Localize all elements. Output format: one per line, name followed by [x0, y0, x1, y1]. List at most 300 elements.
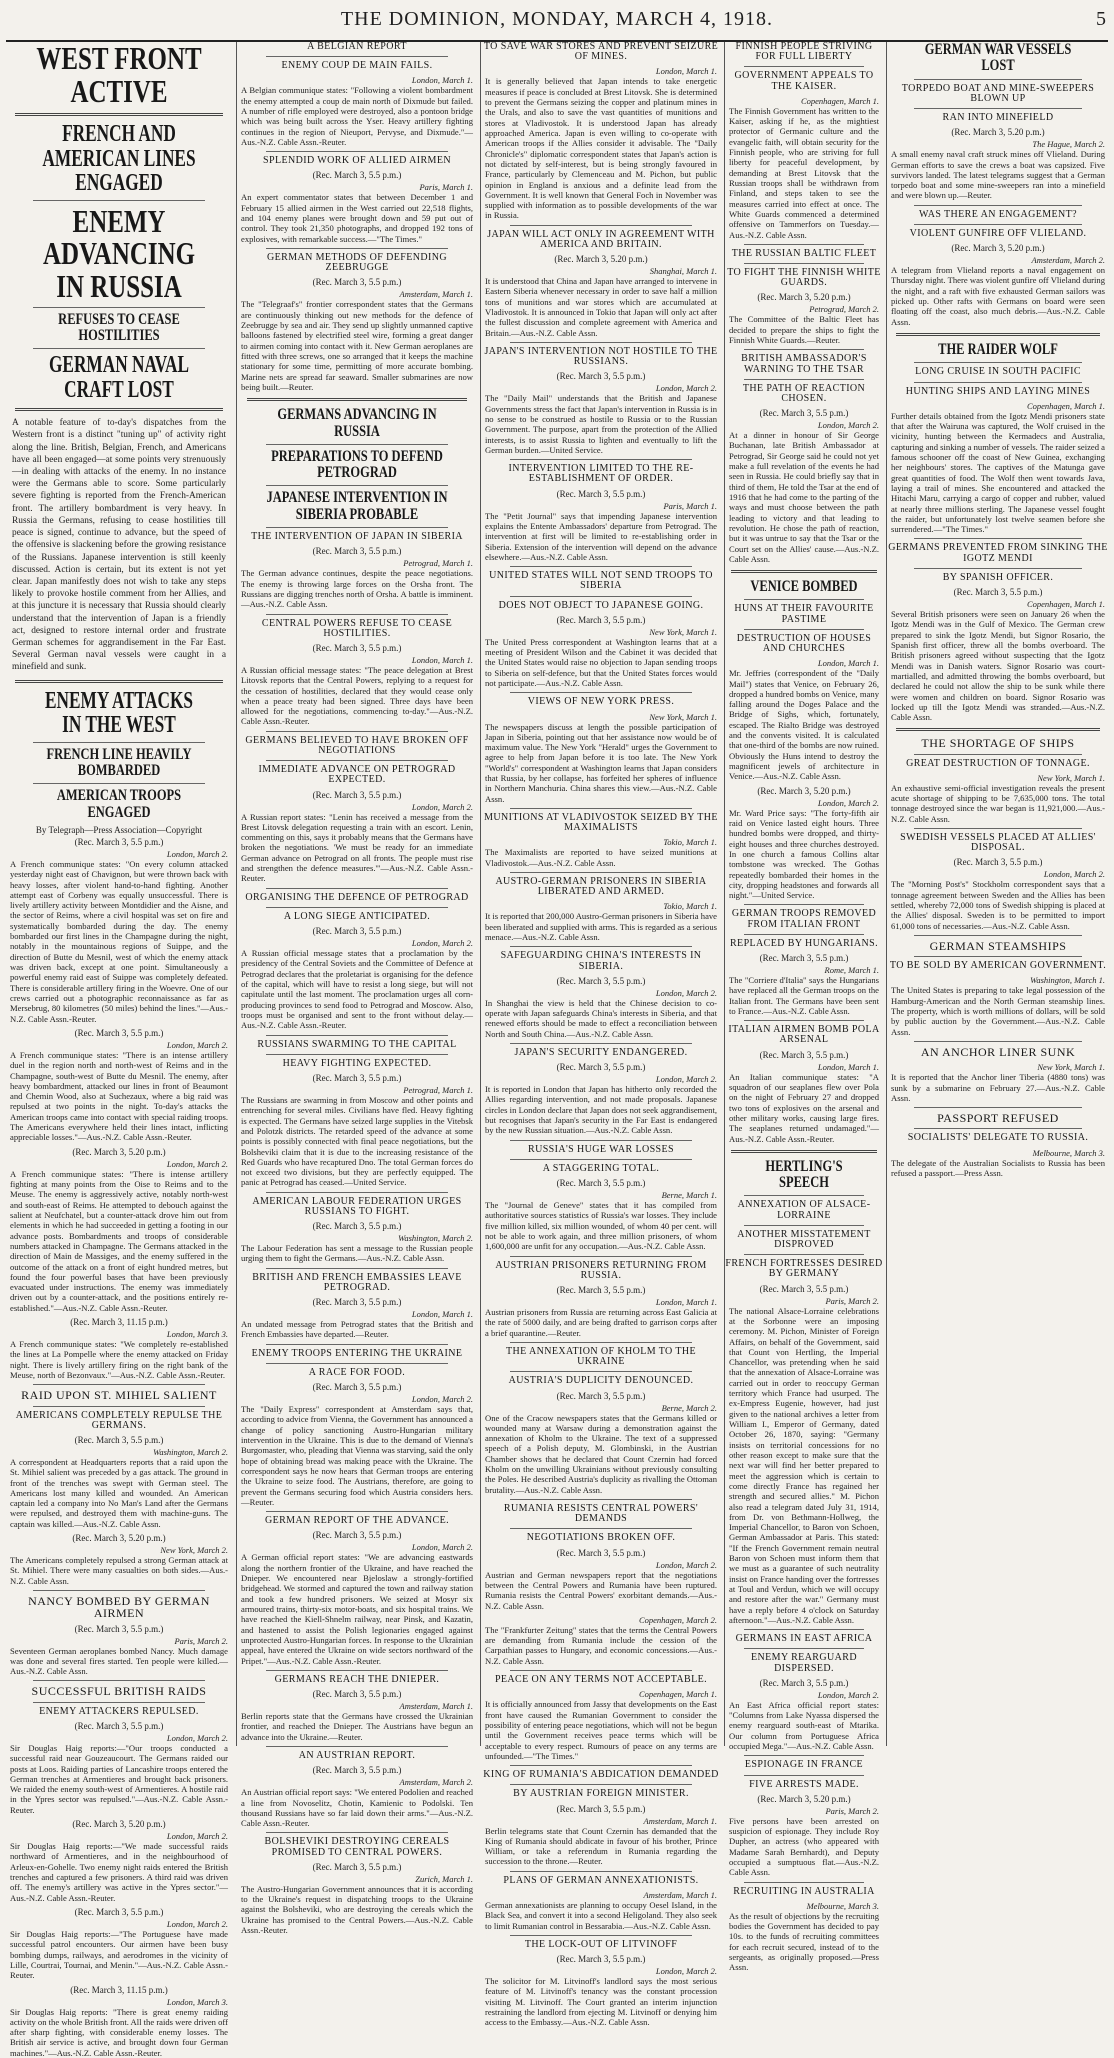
subheadline: ENEMY ATTACKERS REPULSED. — [6, 1707, 232, 1717]
received-time: (Rec. March 3, 5.5 p.m.) — [237, 546, 477, 556]
article-text: It is understood that China and Japan have arranged to intervene in Eastern Siberia whenever necessary in order to save half a million tons of munitions and war stores which are accumulated at Vladivostok. It is announced in Tokio that Japan will only act after the fullest discussion and complete agreement with America and Britain.—Aus.-N.Z. Cable Assn. — [485, 276, 717, 338]
dateline: London, March 2. — [6, 1040, 228, 1050]
subheadline: ANOTHER MISSTATEMENT DISPROVED — [725, 1230, 883, 1250]
article-text: The "Journal de Geneve" states that it has compiled from authoritative sources statistics of Russia's war losses. They include five million killed, six million wounded, of whom 40 per cent. will not be able to work again, and three million prisoners, of whom 1,600,000 are unfit for any occupation.—Aus.-N.Z. Cable Assn. — [485, 1200, 717, 1252]
subheadline: AUSTRIA'S DUPLICITY DENOUNCED. — [481, 1376, 721, 1386]
received-time: (Rec. March 3, 5.5 p.m.) — [481, 1285, 721, 1295]
dateline: London, March 3. — [6, 1997, 228, 2007]
article-text: An East Africa official report states: "Columns from Lake Nyassa dispersed the enemy rearguard south-east of Mtarika. Our column from Portuguese Africa occupied Mega."—Aus.-N.Z. Cable Assn. — [729, 1700, 879, 1752]
column-rule — [266, 485, 448, 486]
headline: JAPAN'S SECURITY ENDANGERED. — [481, 1048, 721, 1058]
subheadline: A RACE FOR FOOD. — [237, 1368, 477, 1378]
subheadline: SOCIALISTS' DELEGATE TO RUSSIA. — [887, 1133, 1109, 1143]
subheadline: GREAT DESTRUCTION OF TONNAGE. — [887, 759, 1109, 769]
received-time: (Rec. March 3, 5.5 p.m.) — [237, 170, 477, 180]
article-text: It is officially announced from Jassy that developments on the East front have caused the Rumanian Government to consider the possibility of entering peace negotiations, which will not be begun until the Government receives peace terms which will be acceptable to every respect. Rumours of peace on any terms are unfounded.—"The Times." — [485, 1699, 717, 1761]
dateline: London, March 2. — [481, 383, 717, 393]
article-text: The United States is preparing to take legal possession of the Hamburg-American and the North German steamship lines. The property, which is worth millions of dollars, will be sold by public auction by the Government.—Aus.-N.Z. Cable Assn. — [891, 985, 1105, 1037]
dateline: Copenhagen, March 1. — [481, 1689, 717, 1699]
subheadline: ANNEXATION OF ALSACE-LORRAINE — [725, 1200, 883, 1220]
dateline: London, March 2. — [481, 988, 717, 998]
headline: RUSSIA'S HUGE WAR LOSSES — [481, 1145, 721, 1155]
column-rule — [914, 956, 1083, 957]
article-text: The Austro-Hungarian Government announces that it is according to the Ukraine's request in dispatching troops to the Ukraine against the Bolsheviki, who are destroying the cereals which the Ukraine has promised to the Central Powers.—Aus.-N.Z. Cable Assn.-Reuter. — [241, 1884, 473, 1936]
subheadline: DOES NOT OBJECT TO JAPANESE GOING. — [481, 601, 721, 611]
dateline: Paris, March 1. — [237, 182, 473, 192]
column-rule — [510, 1342, 692, 1343]
column-rule — [510, 342, 692, 343]
column-rule — [266, 1054, 448, 1055]
received-time: (Rec. March 3, 5.5 p.m.) — [6, 1435, 232, 1445]
received-time: (Rec. March 3, 5.5 p.m.) — [725, 1678, 883, 1688]
column-rule — [15, 113, 223, 116]
headline: RAID UPON ST. MIHIEL SALIENT — [6, 1389, 232, 1401]
column-rule — [744, 904, 864, 905]
headline: PLANS OF GERMAN ANNEXATIONISTS. — [481, 1876, 721, 1886]
column-rule — [266, 248, 448, 249]
headline: ENEMY ADVANCING IN RUSSIA — [31, 205, 207, 303]
column-rule — [510, 692, 692, 693]
received-time: (Rec. March 3, 5.5 p.m.) — [237, 643, 477, 653]
received-time: (Rec. March 3, 5.5 p.m.) — [237, 1689, 477, 1699]
article-text: The delegate of the Australian Socialists to Russia has been refused a passport.—Press Assn. — [891, 1158, 1105, 1179]
received-time: (Rec. March 3, 5.5 p.m.) — [237, 1765, 477, 1775]
dateline: Tokio, March 1. — [481, 901, 717, 911]
article-text: A French communique states: "There is an intense artillery duel in the region north and north-west of Reims and in the Champagne, south-west of Butte du Mesnil. The enemy, after heavy bombardment, attacked our lines in front of Beaumont and Chemin Wood, also at Suchezaux, where a big raid was repulsed at two points in the night. To-day's attacks the American troops came into contact with special raiding troops. The Americans everywhere held their lines intact, inflicting appreciable losses."—Aus.-N.Z. Cable Assn.-Reuter. — [10, 1050, 228, 1143]
dateline: Copenhagen, March 2. — [481, 1615, 717, 1625]
article-text: An expert commentator states that between December 1 and February 15 allied airmen in the West carried out 22,518 flights, and 104 enemy planes were brought down and 59 put out of control. They took 21,350 photographs, and dropped 192 tons of explosives, with remarkable success.—"The Times." — [241, 192, 473, 244]
received-time: (Rec. March 3, 5.5 p.m.) — [237, 1073, 477, 1083]
credit-line: By Telegraph—Press Association—Copyright — [6, 825, 232, 835]
subheadline: A LONG SIEGE ANTICIPATED. — [237, 912, 477, 922]
dateline: New York, March 1. — [887, 773, 1105, 783]
column-rule — [33, 1590, 205, 1591]
column-5 — [886, 42, 1109, 1746]
dateline: Copenhagen, March 1. — [725, 96, 879, 106]
column-rule — [914, 362, 1083, 363]
article-text: A French communique states: "There is intense artillery fighting at many points from the Oise to Reims and to the Meuse. The enemy is aggressively active, notably north-west and south-east of Reims. He attempted to debouch against the salient at Neufchatel, but a counter-attack drove him out from elements in which he had succeeded in getting a footing in our advance posts. Bombardments and troops of considerable numbers attacked in Champagne. The Germans attacked in the direction of Main de Massiges, and the enemy suffered in the outcome of the attack on a front of eight hundred metres, but found the four powerful bases that have been previously evacuated under instructions. The enemy was immediately driven out by a counter-attack, and the positions entirely re-established."—Aus.-N.Z. Cable Assn.-Reuter. — [10, 1169, 228, 1313]
headline: GERMAN NAVAL CRAFT LOST — [38, 353, 201, 402]
headline: THE LOCK-OUT OF LITVINOFF — [481, 1940, 721, 1950]
dateline: London, March 1. — [237, 75, 473, 85]
headline: GERMANS BELIEVED TO HAVE BROKEN OFF NEGOTIATIONS — [237, 736, 477, 756]
dateline: London, March 2. — [6, 1159, 228, 1169]
subheadline: ENEMY REARGUARD DISPERSED. — [725, 1653, 883, 1673]
column-rule — [744, 1882, 864, 1883]
headline: CENTRAL POWERS REFUSE TO CEASE HOSTILITIES. — [237, 619, 477, 639]
dateline: The Hague, March 2. — [887, 139, 1105, 149]
headline: SUCCESSFUL BRITISH RAIDS — [6, 1685, 232, 1697]
column-rule — [744, 1254, 864, 1255]
column-rule — [510, 1499, 692, 1500]
column-rule — [896, 333, 1100, 336]
subheadline: AMERICANS COMPLETELY REPULSE THE GERMANS. — [6, 1411, 232, 1431]
dateline: Washington, March 1. — [887, 975, 1105, 985]
column-rule — [266, 1344, 448, 1345]
received-time: (Rec. March 3, 5.20 p.m.) — [887, 243, 1109, 253]
dateline: London, March 2. — [481, 1560, 717, 1570]
received-time: (Rec. March 3, 5.5 p.m.) — [237, 277, 477, 287]
dateline: Amsterdam, March 1. — [237, 289, 473, 299]
column-rule — [744, 1775, 864, 1776]
headline: GERMAN STEAMSHIPS — [887, 940, 1109, 952]
subheadline: THE PATH OF REACTION CHOSEN. — [725, 384, 883, 404]
article-text: Mr. Ward Price says: "The forty-fifth air raid on Venice lasted eight hours. Three hundred bombs were dropped, and thirty-eight houses and three churches destroyed. In one church a famous Collins altar tombstone was wrecked. The Gothas repeatedly bombarded their homes in the city, dropping headstones and forwards all night."—United Service. — [729, 808, 879, 901]
column-4 — [724, 42, 883, 1746]
column-rule — [744, 1648, 864, 1649]
subheadline: FRENCH FORTRESSES DESIRED BY GERMANY — [725, 1259, 883, 1279]
column-rule — [744, 1629, 864, 1630]
column-rule — [914, 382, 1083, 383]
dateline: London, March 2. — [237, 938, 473, 948]
subheadline: AMERICAN TROOPS ENGAGED — [31, 788, 207, 821]
dateline: London, March 1. — [481, 66, 717, 76]
received-time: (Rec. March 3, 5.5 p.m.) — [481, 1954, 721, 1964]
headline: GERMANS REACH THE DNIEPER. — [237, 1675, 477, 1685]
dateline: London, March 2. — [725, 798, 879, 808]
dateline: London, March 1. — [725, 1062, 879, 1072]
column-rule — [744, 1225, 864, 1226]
column-rule — [510, 946, 692, 947]
dateline: Berne, March 1. — [481, 1190, 717, 1200]
column-rule — [266, 527, 448, 528]
subheadline: THE INTERVENTION OF JAPAN IN SIBERIA — [237, 532, 477, 542]
headline: ORGANISING THE DEFENCE OF PETROGRAD — [237, 893, 477, 903]
subheadline: VIOLENT GUNFIRE OFF VLIELAND. — [887, 229, 1109, 239]
article-text: The "Morning Post's" Stockholm correspondent says that a tonnage agreement between Sweden and the Allies has been settled, whereby 72,000 tons of Swedish shipping is placed at the Allies' disposal. Sweden is to be permitted to import 61,000 tons of necessaries.—Aus.-N.Z. Cable Assn. — [891, 879, 1105, 931]
headline: RUMANIA RESISTS CENTRAL POWERS' DEMANDS — [481, 1504, 721, 1524]
headline: THE RAIDER WOLF — [911, 342, 1084, 358]
column-rule — [914, 224, 1083, 225]
received-time: (Rec. March 3, 11.15 p.m.) — [6, 1985, 232, 1995]
subheadline: FRENCH LINE HEAVILY BOMBARDED — [31, 747, 207, 780]
received-time: (Rec. March 3, 5.5 p.m.) — [887, 857, 1109, 867]
column-rule — [510, 1784, 692, 1785]
column-rule — [33, 1680, 205, 1681]
column-rule — [896, 728, 1100, 731]
column-rule — [744, 1195, 864, 1196]
column-rule — [266, 1832, 448, 1833]
article-text: Berlin telegrams state that Count Czernin has demanded that the King of Rumania should abdicate in favour of his brother, Prince William, or take a referendum in Rumania regarding the succession to the throne.—Reuter. — [485, 1826, 717, 1867]
column-rule — [510, 225, 692, 226]
headline: INTERVENTION LIMITED TO THE RE-ESTABLISHMENT OF ORDER. — [481, 464, 721, 484]
dateline: Petrograd, March 2. — [725, 304, 879, 314]
headline: ITALIAN AIRMEN BOMB POLA ARSENAL — [725, 1025, 883, 1045]
column-rule — [510, 1043, 692, 1044]
headline: A BELGIAN REPORT — [237, 42, 477, 52]
column-rule — [744, 599, 864, 600]
column-rule — [744, 379, 864, 380]
headline: VENICE BOMBED — [742, 579, 865, 595]
headline: WEST FRONT ACTIVE — [31, 42, 207, 107]
received-time: (Rec. March 3, 5.5 p.m.) — [237, 1862, 477, 1872]
column-rule — [914, 1107, 1083, 1108]
dateline: Washington, March 2. — [237, 1233, 473, 1243]
received-time: (Rec. March 3, 11.15 p.m.) — [6, 1317, 232, 1327]
received-time: (Rec. March 3, 5.5 p.m.) — [237, 1382, 477, 1392]
article-text: Austrian prisoners from Russia are returning across East Galicia at the rate of 5000 daily, and are being drafted to garrison corps after a brief quarantine.—Reuter. — [485, 1307, 717, 1338]
article-text: Mr. Jeffries (correspondent of the "Daily Mail") states that Venice, on February 26, dropped a hundred bombs on Venice, many falling around the Doges Palace and the Bridge of Sighs, which, fortunately, escaped. The Rialto Bridge was destroyed and the convents visited. It is calculated that one-third of the bombs are now ruined. Obviously the Huns intend to destroy the magnificent jewels of architecture in Venice.—Aus.-N.Z. Cable Assn. — [729, 668, 879, 781]
dateline: London, March 2. — [6, 1831, 228, 1841]
headline: THE ANNEXATION OF KHOLM TO THE UKRAINE — [481, 1347, 721, 1367]
subheadline: BY SPANISH OFFICER. — [887, 573, 1109, 583]
lead-paragraph: A notable feature of to-day's dispatches from the Western front is a distinct "tuning up" of activity right along the line. British, Belgian, French, and Americans have all been engaged—at some points very strenuously—in dealing with attacks of the enemy. In no instance were the Germans able to score. Some particularly severe fighting is reported from the French-American front. The artillery bombardment is very heavy. In Russia the Germans, refusing to cease hostilities till peace is signed, continue to advance, but the speed of the offensive is slackening before the growing resistance of the Russians. Japanese intervention is still keenly discussed. Action is certain, but its extent is not yet clear. Japan manifestly does not wish to take any steps likely to provoke hostile comment from her Allies, and at this juncture it is necessary that Russia should clearly understand that the intervention of Japan is a friendly act, designed to restore internal order and frustrate German schemes for aggrandisement in the Far East. Several German naval vessels were caught in a minefield and sunk. — [12, 417, 226, 674]
article-text: It is reported that 200,000 Austro-German prisoners in Siberia have been liberated and supplied with arms. This is regarded as a serious menace.—Aus.-N.Z. Cable Assn. — [485, 911, 717, 942]
headline: GERMAN TROOPS REMOVED FROM ITALIAN FRONT — [725, 909, 883, 929]
article-text: At a dinner in honour of Sir George Buchanan, late British Ambassador at Petrograd, Sir George said he could not yet make a full revelation of the events he had seen in Russia. He could briefly say that in third of them, He told the Tsar at the end of 1916 that he had come to the parting of the ways and must choose between the path leading to victory and that leading to revolution. He chose the path of reaction, but it was untrue to say that the Tsar or the Court set on the Allies' cause.—Aus.-N.Z. Cable Assn. — [729, 430, 879, 564]
headline: PEACE ON ANY TERMS NOT ACCEPTABLE. — [481, 1675, 721, 1685]
article-text: Five persons have been arrested on suspicion of espionage. They include Roy Dupher, an actress (who appeared with Madame Sarah Bernhardt), and Deputy occupied a sumptuous flat.—Aus.-N.Z. Cable Assn. — [729, 1816, 879, 1878]
headline: AN ANCHOR LINER SUNK — [887, 1046, 1109, 1058]
masthead — [0, 8, 1114, 34]
subheadline: HEAVY FIGHTING EXPECTED. — [237, 1059, 477, 1069]
dateline: London, March 3. — [6, 1329, 228, 1339]
column-rule — [744, 66, 864, 67]
dateline: London, March 2. — [6, 1733, 228, 1743]
column-rule — [510, 808, 692, 809]
headline: AUSTRIAN PRISONERS RETURNING FROM RUSSIA. — [481, 1261, 721, 1281]
received-time: (Rec. March 3, 5.20 p.m.) — [725, 292, 883, 302]
article-text: The national Alsace-Lorraine celebrations at the Sorbonne were an imposing ceremony. M. Pichon, Minister of Foreign Affairs, on behalf of the Government, said that Count von Hertling, the Imperial Chancellor, was pretending when he said that the annexation of Alsace-Lorraine was carried out in order to reoccupy German territory which France had usurped. The ex-Empress Eugenie, however, had just given to the national archives a letter from William I., Emperor of Germany, dated October 26, 1870, saying: "Germany insists on territorial concessions for no other reason except to make sure that the next war will find her better prepared to meet the aggression which is certain to come directly France has regained her strength and secured allies." M. Pichon also read a telegram dated July 31, 1914, from Dr. von Bethmann-Hollweg, the Imperial Chancellor, to Baron von Schoen, German Ambassador at Paris. This stated: "If the French Government remain neutral Baron von Schoen must inform them that we must as a guarantee of such neutrality insist on France handing over the fortresses at Toul and Verdun, which we will occupy and restore after the war." Germany must have a reply before 4 o'clock on Saturday afternoon."—Aus.-N.Z. Cable Assn. — [729, 1306, 879, 1626]
article-text: The Labour Federation has sent a message to the Russian people urging them to fight the Germans.—Aus.-N.Z. Cable Assn. — [241, 1243, 473, 1264]
dateline: Washington, March 2. — [6, 1447, 228, 1457]
subheadline: LONG CRUISE IN SOUTH PACIFIC — [887, 367, 1109, 377]
received-time: (Rec. March 3, 5.5 p.m.) — [6, 1624, 232, 1634]
received-time: (Rec. March 3, 5.5 p.m.) — [481, 976, 721, 986]
article-text: The Committee of the Baltic Fleet has decided to prepare the ships to fight the Finnish White Guards.—Reuter. — [729, 314, 879, 345]
dateline: London, March 2. — [6, 1919, 228, 1929]
dateline: Amsterdam, March 1. — [481, 1890, 717, 1900]
subheadline: REPLACED BY HUNGARIANS. — [725, 939, 883, 949]
article-text: The "Corriere d'Italia" says the Hungarians have replaced all the German troops on the Italian front. The Germans have been sent to France.—Aus.-N.Z. Cable Assn. — [729, 975, 879, 1016]
received-time: (Rec. March 3, 5.5 p.m.) — [6, 1721, 232, 1731]
headline: AN AUSTRIAN REPORT. — [237, 1751, 477, 1761]
column-rule — [266, 151, 448, 152]
article-text: It is reported that the Anchor liner Tiberia (4880 tons) was sunk by a submarine on February 27.—Aus.-N.Z. Cable Assn. — [891, 1072, 1105, 1103]
headline: ENEMY TROOPS ENTERING THE UKRAINE — [237, 1349, 477, 1359]
column-rule — [266, 1511, 448, 1512]
dateline: Petrograd, March 1. — [237, 558, 473, 568]
column-rule — [744, 934, 864, 935]
column-rule — [33, 1384, 205, 1385]
column-rule — [33, 1702, 205, 1703]
subheadline: JAPANESE INTERVENTION IN SIBERIA PROBABLE — [263, 490, 450, 523]
dateline: Paris, March 2. — [725, 1806, 879, 1816]
column-rule — [266, 444, 448, 445]
headline: GERMAN REPORT OF THE ADVANCE. — [237, 1516, 477, 1526]
article-text: Sir Douglas Haig reports:—"The Portuguese have made successful patrol encounters. Our airmen have been busy bombing dumps, railways, and aerodromes in the vicinity of Lille, Courtrai, Tournai, and Menin."—Aus.-N.Z. Cable Assn.-Reuter. — [10, 1929, 228, 1981]
subheadline: TO BE SOLD BY AMERICAN GOVERNMENT. — [887, 961, 1109, 971]
article-text: A French communique states: "We completely re-established the lines at La Pompelle where the enemy attacked on Friday night. There is lively artillery firing on the right bank of the Meuse, north of Bezonvaux."—Aus.-N.Z. Cable Assn.-Reuter. — [10, 1339, 228, 1380]
subheadline: NEGOTIATIONS BROKEN OFF. — [481, 1533, 721, 1543]
article-text: An Italian communique states: "A squadron of our seaplanes flew over Pola on the night of February 27 and dropped two tons of explosives on the arsenal and other military works, causing large fires. The seaplanes returned undamaged."—Aus.-N.Z. Cable Assn.-Reuter. — [729, 1072, 879, 1144]
article-text: The "Telegraaf's" frontier correspondent states that the Germans are continuously thinking out new methods for the defence of Zeebrugge by sea and air. They send up slightly unmanned captive balloons fastened by electrified steel wire, forming a great danger to airmen coming into contact with it. New German aeroplanes are fitted with three screws, one so arranged that it keeps the machine stationary for some time, permitting of more accurate bombing. Marine nets are spread far seaward. Smaller submarines are now being built.—Reuter. — [241, 299, 473, 392]
received-time: (Rec. March 3, 5.20 p.m.) — [725, 1794, 883, 1804]
article-text: German annexationists are planning to occupy Oesel Island, in the Black Sea, and convert it into a second Heligoland. They also seek to limit Rumanian control in Bessarabia.—Aus.-N.Z. Cable Assn. — [485, 1900, 717, 1931]
received-time: (Rec. March 3, 5.5 p.m.) — [237, 790, 477, 800]
column-rule — [744, 629, 864, 630]
dateline: New York, March 1. — [481, 712, 717, 722]
received-time: (Rec. March 3, 5.5 p.m.) — [725, 1050, 883, 1060]
article-text: Sir Douglas Haig reports:—"We made successful raids northward of Armentieres, and in the neighbourhood of Arleux-en-Gohelle. Two enemy night raids entered the British trenches and captured a few prisoners. A third raid was driven off. The enemy's artillery was active in the Ypres sector."—Aus.-N.Z. Cable Assn.-Reuter. — [10, 1841, 228, 1903]
column-rule — [510, 1528, 692, 1529]
column-rule — [266, 888, 448, 889]
article-text: A small enemy naval craft struck mines off Vlieland. During German efforts to save the crews a boat was capsized. Five survivors landed. The latest telegrams suggest that a German torpedo boat and some mine-sweepers ran into a minefield and were blown up.—Reuter. — [891, 149, 1105, 201]
article-text: Several British prisoners were seen on January 26 when the Igotz Mendi was in the Gulf of Mexico. The German crew prepared to sink the Igotz Mendi, but Signor Rosario, the Spanish first officer, threw all the bombs overboard. The British prisoners agreed without suspecting that the Igotz Mendi was in Danish waters. Signor Rosario was court-martialled, and admitted throwing the bombs overboard, but declared he could not allow the ship to be sunk while there were women and children on board. Signor Rosario was locked up till the Igotz Mendi was stranded.—Aus.-N.Z. Cable Assn. — [891, 609, 1105, 722]
subheadline: PREPARATIONS TO DEFEND PETROGRAD — [263, 449, 450, 482]
dateline: Paris, March 2. — [725, 1296, 879, 1306]
received-time: (Rec. March 3, 5.5 p.m.) — [481, 1062, 721, 1072]
received-time: (Rec. March 3, 5.20 p.m.) — [725, 786, 883, 796]
article-text: The "Daily Mail" understands that the British and Japanese Governments stress the fact that Japan's intervention in Russia is in no sense to be construed as hostile to Russia or to the Russian Government. The purpose, apart from the protection of the Allied interests, is to assist Russia to lighten and eventually to lift the German burden.—United Service. — [485, 393, 717, 455]
dateline: New York, March 1. — [887, 1062, 1105, 1072]
headline: HERTLING'S SPEECH — [742, 1159, 865, 1192]
article-text: As the result of objections by the recruiting bodies the Government has decided to pay 10s. to the funds of recruiting committees for each recruit secured, instead of to the sergeants, as originally proposed.—Press Assn. — [729, 1911, 879, 1973]
headline: ENEMY ATTACKS IN THE WEST — [38, 689, 201, 738]
column-rule — [914, 568, 1083, 569]
column-rule — [744, 349, 864, 350]
article-text: A Russian official message states: "The peace delegation at Brest Litovsk reports that the Central Powers, replying to a request for the cessation of hostilities, declared that they would cease only when a peace treaty had been signed. Three days have been allowed for the negotiations, commencing to-day."—Aus.-N.Z. Cable Assn.-Reuter. — [241, 665, 473, 727]
article-text: The United Press correspondent at Washington learns that at a meeting of President Wilson and the Cabinet it was decided that the United States would raise no objection to Japan sending troops to Siberia on self-defence, but that the United States forces would not participate.—Aus.-N.Z. Cable Assn. — [485, 637, 717, 689]
received-time: (Rec. March 3, 5.5 p.m.) — [725, 408, 883, 418]
column-rule — [731, 570, 876, 573]
headline: SPLENDID WORK OF ALLIED AIRMEN — [237, 156, 477, 166]
article-text: An exhaustive semi-official investigation reveals the present acute shortage of shipping to be 7,635,000 tons. The total tonnage destroyed since the war began is 11,921,000.—Aus.-N.Z. Cable Assn. — [891, 783, 1105, 824]
column-2 — [236, 42, 477, 1746]
column-rule — [744, 1020, 864, 1021]
column-rule — [266, 907, 448, 908]
article-text: An undated message from Petrograd states that the British and French Embassies have departed.—Reuter. — [241, 1319, 473, 1340]
subheadline: HUNTING SHIPS AND LAYING MINES — [887, 387, 1109, 397]
headline: AMERICAN LABOUR FEDERATION URGES RUSSIANS TO FIGHT. — [237, 1197, 477, 1217]
received-time: (Rec. March 3, 5.5 p.m.) — [481, 1548, 721, 1558]
article-text: The Maximalists are reported to have seized munitions at Vladivostok.—Aus.-N.Z. Cable Assn. — [485, 847, 717, 868]
column-rule — [914, 1041, 1083, 1042]
dateline: London, March 2. — [481, 1074, 717, 1084]
received-time: (Rec. March 3, 5.5 p.m.) — [725, 953, 883, 963]
dateline: Paris, March 2. — [6, 1636, 228, 1646]
article-text: It is reported in London that Japan has hitherto only recorded the Allies regarding intervention, and not made proposals. Japanese circles in London declare that Japan does not seek aggrandisement, but recognises that Japan's security in the Far East is endangered by the new Russian situation.—Aus.-N.Z. Cable Assn. — [485, 1084, 717, 1136]
column-rule — [33, 348, 205, 349]
received-time: (Rec. March 3, 5.5 p.m.) — [481, 489, 721, 499]
dateline: Tokio, March 1. — [481, 837, 717, 847]
column-rule — [914, 754, 1083, 755]
subheadline: A STAGGERING TOTAL. — [481, 1164, 721, 1174]
dateline: London, March 2. — [725, 1690, 879, 1700]
article-text: It is generally believed that Japan intends to take energetic measures if peace is concluded at Brest Litovsk. She is determined to prevent the Germans seizing the copper and platinum mines in the Urals, and also to save the vast quantities of munitions and stores at Vladivostok. It is understood Japan has already approached America. Japan is even willing to co-operate with American troops if the Allies consider it advisable. The "Daily Chronicle's" diplomatic correspondent states that Japan's action is not dictated by self-interest, but is being strongly favoured in France, particularly by Clemenceau and M. Pichon, but public opinion in England is anxious and a definite lead from the Government. It is well known that General Foch in November was supplied with information as to possible developments of the war in Russia. — [485, 76, 717, 220]
received-time: (Rec. March 3, 5.20 p.m.) — [481, 254, 721, 264]
article-text: Austrian and German newspapers report that the negotiations between the Central Powers and Rumania have been ruptured. Rumania resists the Central Powers' exorbitant demands.—Aus.-N.Z. Cable Assn. — [485, 1570, 717, 1611]
received-time: (Rec. March 3, 5.5 p.m.) — [6, 1907, 232, 1917]
article-text: Sir Douglas Haig reports: "There is great enemy raiding activity on the whole British front. All the raids were driven off after sharp fighting, with considerable enemy losses. The British air service is active, and brought down four German machines."—Aus.-N.Z. Cable Assn.-Reuter. — [10, 2007, 228, 2058]
headline: RUSSIANS SWARMING TO THE CAPITAL — [237, 1040, 477, 1050]
dateline: New York, March 2. — [6, 1545, 228, 1555]
column-rule — [510, 596, 692, 597]
dateline: London, March 2. — [237, 1542, 473, 1552]
dateline: London, March 2. — [237, 802, 473, 812]
dateline: London, March 1. — [481, 1297, 717, 1307]
dateline: Melbourne, March 3. — [725, 1901, 879, 1911]
headline: GERMANS PREVENTED FROM SINKING THE IGOTZ MENDI — [887, 543, 1109, 563]
article-text: The "Petit Journal" says that impending Japanese intervention explains the Entente Ambassadors' departure from Petrograd. The intervention at first will be limited to re-establishing order in Siberia. Extension of the intervention will depend on the advance elsewhere.—Aus.-N.Z. Cable Assn. — [485, 511, 717, 563]
headline: GERMAN METHODS OF DEFENDING ZEEBRUGGE — [237, 253, 477, 273]
column-rule — [510, 1159, 692, 1160]
article-text: The newspapers discuss at length the possible participation of Japan in Siberia, pointing out that her assistance now would be of maximum value. The New York "Herald" urges the Government to agree to help from Japan before it is too late. The New York "World's" correspondent at Washington learns that Japan considers that Russia, by her collapse, has forfeited her spheres of influence in Northern Manchuria. China shares this view.—Aus.-N.Z. Cable Assn. — [485, 722, 717, 805]
subheadline: DESTRUCTION OF HOUSES AND CHURCHES — [725, 634, 883, 654]
subheadline: RAN INTO MINEFIELD — [887, 113, 1109, 123]
received-time: (Rec. March 3, 5.20 p.m.) — [6, 1533, 232, 1543]
subheadline: REFUSES TO CEASE HOSTILITIES — [31, 312, 207, 345]
column-rule — [266, 614, 448, 615]
headline: BOLSHEVIKI DESTROYING CEREALS PROMISED TO CENTRAL POWERS. — [237, 1837, 477, 1857]
subheadline: TO FIGHT THE FINNISH WHITE GUARDS. — [725, 268, 883, 288]
headline: SAFEGUARDING CHINA'S INTERESTS IN SIBERIA. — [481, 951, 721, 971]
column-1 — [6, 42, 232, 1746]
column-rule — [15, 408, 223, 411]
received-time: (Rec. March 3, 5.5 p.m.) — [481, 1804, 721, 1814]
headline: WAS THERE AN ENGAGEMENT? — [887, 210, 1109, 220]
article-text: A French communique states: "On every column attacked yesterday night east of Chavignon, but were thrown back with heavy losses, after violent hand-to-hand fighting. Another attempt east of Corbeny was equally unsuccessful. There is lively artillery activity between Montdidier and the Aisne, and the sector of Reims, where a civil hospital was set on fire and systematically bombarded during the day. The enemy bombarded our first lines in the Champagne during the night, notably in the mountainous regions of Suippe, and the direction of Butte du Mesnil, west of which the enemy attack was driven back, except at one point. Simultaneously a powerful enemy raid east of Suippe was completely defeated. There is considerable artillery firing in the Woevre. One of our crews carried out a photographic reconnaissance as far as Mersebrug, 80 kilometres (50 miles) behind the lines."—Aus.-N.Z. Cable Assn.-Reuter. — [10, 859, 228, 1024]
column-rule — [266, 56, 448, 57]
received-time: (Rec. March 3, 5.5 p.m.) — [6, 837, 232, 847]
column-rule — [266, 1670, 448, 1671]
page-number: 5 — [1096, 8, 1106, 31]
column-rule — [914, 108, 1083, 109]
column-rule — [510, 1371, 692, 1372]
column-rule — [744, 1755, 864, 1756]
article-text: The Russians are swarming in from Moscow and other points and entrenching for several miles. Civilians have fled. Heavy fighting is expected. The Germans have seized large supplies in the Vitebsk and Polotzk districts. The retarded speed of the advance at some points is possibly connected with final peace negotiations, but the Bolsheviki claim that it is due to the increasing resistance of the Red Guards who have recaptured Dno. The total German forces do not exceed two divisions, but they are perfectly equipped. The panic at Petrograd has ceased.—United Service. — [241, 1095, 473, 1188]
headline: JAPAN'S INTERVENTION NOT HOSTILE TO THE RUSSIANS. — [481, 347, 721, 367]
column-rule — [731, 1150, 876, 1153]
received-time: (Rec. March 3, 5.5 p.m.) — [725, 1284, 883, 1294]
masthead-title: THE DOMINION, MONDAY, MARCH 4, 1918. — [0, 8, 1114, 31]
column-rule — [247, 398, 468, 401]
column-rule — [914, 828, 1083, 829]
received-time: (Rec. March 3, 5.5 p.m.) — [237, 1297, 477, 1307]
received-time: (Rec. March 3, 5.5 p.m.) — [237, 926, 477, 936]
subheadline: TORPEDO BOAT AND MINE-SWEEPERS BLOWN UP — [887, 84, 1109, 104]
received-time: (Rec. March 3, 5.5 p.m.) — [887, 587, 1109, 597]
dateline: London, March 2. — [725, 420, 879, 430]
article-text: A Russian report states: "Lenin has received a message from the Brest Litovsk delegation requesting a train with an escort. Lenin, commenting on this, says it probably means that the Germans have broken the negotiations. 'We must be ready for an immediate German advance on Petrograd on all fronts. The people must rise and strengthen the defence measures.'"—Aus.-N.Z. Cable Assn.-Reuter. — [241, 812, 473, 884]
column-rule — [510, 1935, 692, 1936]
article-text: A correspondent at Headquarters reports that a raid upon the St. Mihiel salient was preceded by a gas attack. The ground in front of the trenches was swept with German steel. The Americans lost many killed and wounded. An American captain led a company into No Man's Land after the Germans were repulsed, and destroyed them with machine-guns. The captain was killed.—Aus.-N.Z. Cable Assn. — [10, 1457, 228, 1529]
headline: PASSPORT REFUSED — [887, 1112, 1109, 1124]
article-text: The Americans completely repulsed a strong German attack at St. Mihiel. There were many casualties on both sides.—Aus.-N.Z. Cable Assn. — [10, 1555, 228, 1586]
column-rule — [266, 1363, 448, 1364]
column-3 — [480, 42, 721, 1746]
received-time: (Rec. March 3, 5.20 p.m.) — [887, 127, 1109, 137]
headline: GERMANS IN EAST AFRICA — [725, 1634, 883, 1644]
dateline: London, March 2. — [237, 1394, 473, 1404]
column-rule — [914, 935, 1083, 936]
dateline: Copenhagen, March 1. — [887, 401, 1105, 411]
article-text: Berlin reports state that the Germans have crossed the Ukrainian frontier, and reached the Dnieper. The Austrians have begun an advance into the Ukraine.—Reuter. — [241, 1711, 473, 1742]
article-text: Further details obtained from the Igotz Mendi prisoners state that after the Wairuna was captured, the Wolf cruised in the vicinity, hunting between the Kermadecs and Australia, capturing and sinking a number of vessels. The raider seized a famous schooner off the coast of New Guinea, exchanging her neighbours' stores. The captives of the Matunga gave great quantities of food. The Wolf then went towards Java, laying a trail of mines. She encountered and attacked the Hitachi Maru, carrying a cargo of copper and rubber, valued at nearly three millions sterling. The Japanese vessel fought the raider, but unfortunately lost twelve seamen before she surrendered.—"The Times." — [891, 411, 1105, 535]
column-rule — [266, 1746, 448, 1747]
dateline: Amsterdam, March 1. — [481, 1816, 717, 1826]
dateline: New York, March 1. — [481, 627, 717, 637]
article-text: The Finnish Government has written to the Kaiser, asking if he, as the mightiest protector of Germanic culture and the evangelic faith, will obtain security for the Finnish people, who are striving for full liberty for peaceful development, by demanding at Brest Litovsk that the Russian troops shall be withdrawn from Finland, and steps taken to see the measures carried into effect at once. The White Guards commenced a determined offensive on Tammerfors on Tuesday.—Aus.-N.Z. Cable Assn. — [729, 106, 879, 240]
received-time: (Rec. March 3, 5.5 p.m.) — [237, 1221, 477, 1231]
article-text: Sir Douglas Haig reports:—"Our troops conducted a successful raid near Gouzeaucourt. The Germans raided our posts at Loos. Raiding parties of Lancashire troops entered the German trenches at Armentieres and brought back prisoners. We raided the enemy south-west of Armentieres. A hostile raid in the Ypres sector was repulsed."—Aus.-N.Z. Cable Assn.-Reuter. — [10, 1743, 228, 1815]
headline: KING OF RUMANIA'S ABDICATION DEMANDED — [481, 1770, 721, 1780]
headline: GERMAN WAR VESSELS LOST — [911, 42, 1084, 75]
dateline: London, March 2. — [481, 1966, 717, 1976]
received-time: (Rec. March 3, 5.5 p.m.) — [6, 1028, 232, 1038]
dateline: Rome, March 1. — [725, 965, 879, 975]
dateline: London, March 2. — [6, 849, 228, 859]
